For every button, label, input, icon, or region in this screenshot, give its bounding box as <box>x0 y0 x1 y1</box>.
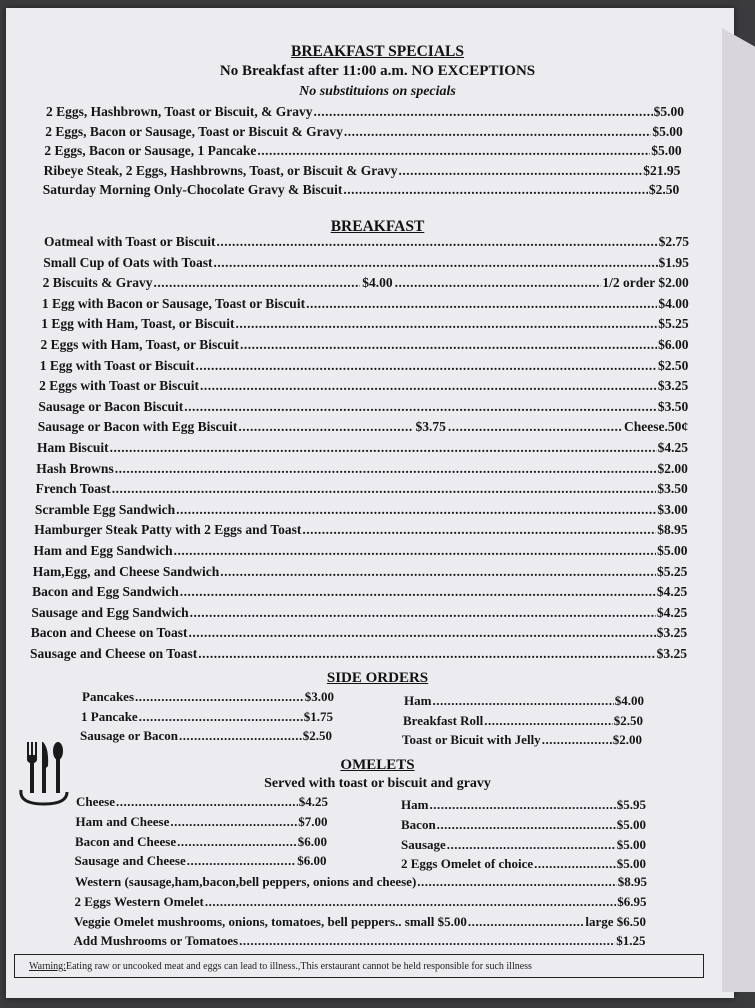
omelet-item <box>75 894 647 910</box>
dot-leader <box>190 605 656 621</box>
dot-leader <box>179 728 302 744</box>
omelet-item <box>75 834 327 850</box>
item-price: $6.00 <box>658 337 689 352</box>
item-price: $3.50 <box>657 481 688 497</box>
dot-leader <box>344 124 652 140</box>
dot-leader <box>314 104 653 120</box>
omelet-item <box>75 874 647 890</box>
omelets-title: OMELETS <box>340 757 415 773</box>
item-name: Ham and Cheese <box>75 813 170 829</box>
item-name: 2 Eggs, Bacon or Sausage, Toast or Biscuit & Gravy <box>45 123 343 139</box>
item-price: $21.95 <box>643 162 681 178</box>
item-name: Cheese <box>76 794 115 809</box>
item-price: $3.25 <box>656 625 688 641</box>
dot-leader <box>174 543 656 559</box>
item-name: Ham and Egg Sandwich <box>33 543 173 558</box>
item-price: $5.95 <box>616 797 646 812</box>
dot-leader <box>200 378 657 394</box>
item-price: $1.25 <box>616 933 646 949</box>
item-price: $5.00 <box>616 856 646 872</box>
item-name: Sausage or Bacon Biscuit <box>38 398 184 414</box>
item-price: $5.25 <box>657 563 688 579</box>
item-name: 2 Eggs, Bacon or Sausage, 1 Pancake <box>44 143 257 159</box>
side-item <box>403 713 643 729</box>
item-price: $5.25 <box>658 316 689 332</box>
dot-leader <box>395 275 602 291</box>
item-name: Veggie Omelet mushrooms, onions, tomatoes, bell peppers.. small $5.00 <box>74 913 467 929</box>
breakfast-title: BREAKFAST <box>330 218 425 235</box>
side-item <box>81 709 333 725</box>
breakfast-item <box>37 440 688 456</box>
warning-box <box>14 954 704 978</box>
item-price: $5.00 <box>616 816 646 832</box>
breakfast-item <box>40 358 689 374</box>
item-name: Pancakes <box>82 689 134 704</box>
item-price: $3.25 <box>656 646 687 661</box>
omelet-item <box>401 817 646 833</box>
omelet-item <box>76 794 328 810</box>
item-name: Ham <box>401 797 429 812</box>
breakfast-item <box>32 584 687 600</box>
breakfast-item <box>36 461 688 477</box>
item-price: $5.00 <box>657 543 688 558</box>
breakfast-item <box>39 378 688 394</box>
dot-leader <box>437 817 616 833</box>
item-name: 2 Eggs Western Omelet <box>74 893 204 909</box>
breakfast-item <box>34 543 688 559</box>
dot-leader <box>235 316 657 332</box>
omelet-item <box>76 814 328 830</box>
breakfast-item <box>38 399 688 415</box>
dot-leader <box>198 646 655 662</box>
item-price: $6.95 <box>617 893 647 909</box>
item-price: $8.95 <box>657 522 688 538</box>
item-name: 2 Eggs, Hashbrown, Toast or Biscuit, & Gravy <box>46 104 313 119</box>
item-price: $3.25 <box>657 378 689 394</box>
special-item <box>45 124 683 140</box>
dot-leader <box>170 814 297 830</box>
dot-leader <box>432 693 613 709</box>
item-name: French Toast <box>35 481 111 497</box>
special-item <box>44 143 681 159</box>
dot-leader <box>238 419 413 435</box>
item-name: Western (sausage,ham,bacon,bell peppers, onions and cheese) <box>75 874 417 889</box>
item-name: 2 Eggs with Ham, Toast, or Biscuit <box>40 337 240 352</box>
item-name: Sausage and Egg Sandwich <box>31 604 189 620</box>
item-price: $4.00 <box>362 275 393 291</box>
breakfast-item <box>30 646 687 662</box>
special-item <box>44 163 681 179</box>
dot-leader <box>302 522 656 538</box>
breakfast-item <box>42 296 689 312</box>
item-price: $3.75 <box>415 419 446 435</box>
item-name: 1 Egg with Ham, Toast, or Biscuit <box>41 316 235 332</box>
item-price: $4.00 <box>614 693 644 708</box>
item-price: $2.00 <box>657 460 688 476</box>
breakfast-item <box>41 316 688 332</box>
dot-leader <box>448 419 623 435</box>
dot-leader <box>429 797 615 813</box>
dot-leader <box>195 358 657 374</box>
item-price: $1.75 <box>303 708 333 724</box>
item-name: Ham Biscuit <box>37 440 109 455</box>
dot-leader <box>115 461 657 477</box>
breakfast-item <box>31 625 687 641</box>
item-name: Hash Browns <box>36 460 114 476</box>
breakfast-item <box>34 522 687 538</box>
dot-leader <box>112 481 657 497</box>
dot-leader <box>205 894 616 910</box>
item-price: $2.00 <box>612 732 642 747</box>
dot-leader <box>417 874 616 890</box>
item-name: Scramble Egg Sandwich <box>34 501 176 517</box>
dot-leader <box>177 834 297 850</box>
dot-leader <box>257 143 650 159</box>
breakfast-item <box>38 419 688 435</box>
dot-leader <box>343 182 647 198</box>
dot-leader <box>399 163 643 179</box>
item-price: $4.25 <box>656 604 688 620</box>
warning-label: Warning: <box>29 961 66 972</box>
omelet-item <box>74 914 646 930</box>
dot-leader <box>213 255 657 271</box>
dot-leader <box>220 564 656 580</box>
breakfast-item <box>44 234 689 250</box>
item-name: 2 Biscuits & Gravy <box>42 275 153 291</box>
item-price: $7.00 <box>298 813 328 829</box>
dot-leader <box>110 440 657 456</box>
item-name: Add Mushrooms or Tomatoes <box>73 933 239 949</box>
item-name: Bacon and Egg Sandwich <box>32 584 179 600</box>
fork-knife-spoon-plate-icon <box>18 738 70 810</box>
side-item <box>404 693 644 709</box>
item-name: Sausage or Bacon with Egg Biscuit <box>37 419 238 435</box>
item-name: Breakfast Roll <box>403 712 484 728</box>
specials-subtitle: No Breakfast after 11:00 a.m. NO EXCEPTIONS <box>219 63 536 79</box>
item-name: Bacon <box>401 816 436 832</box>
specials-note: No substituions on specials <box>299 84 456 99</box>
item-price: $4.25 <box>298 794 328 809</box>
side-item <box>402 732 642 748</box>
dot-leader <box>484 713 612 729</box>
item-name: Oatmeal with Toast or Biscuit <box>44 234 216 249</box>
breakfast-item <box>33 564 688 580</box>
item-name: Small Cup of Oats with Toast <box>43 254 213 270</box>
item-price: $3.50 <box>657 398 689 414</box>
item-name: Sausage <box>401 836 446 852</box>
side-item <box>80 728 332 744</box>
item-price: $5.00 <box>653 104 684 119</box>
item-name: 1 Egg with Bacon or Sausage, Toast or Biscuit <box>41 295 306 311</box>
omelet-item <box>401 856 646 872</box>
dot-leader <box>184 399 657 415</box>
dot-leader <box>187 853 297 869</box>
item-name: Sausage or Bacon <box>80 728 178 743</box>
item-name: Sausage and Cheese <box>74 853 186 869</box>
dot-leader <box>217 234 658 250</box>
dot-leader <box>153 275 360 291</box>
breakfast-item <box>41 337 689 353</box>
breakfast-item <box>36 481 688 497</box>
omelet-item <box>74 933 646 949</box>
breakfast-item <box>43 275 689 291</box>
dot-leader <box>176 502 656 518</box>
item-price: $4.00 <box>658 295 689 311</box>
omelets-subtitle: Served with toast or biscuit and gravy <box>264 776 491 791</box>
omelet-item <box>401 797 646 813</box>
dot-leader <box>534 856 616 872</box>
item-name: Bacon and Cheese <box>75 833 177 849</box>
breakfast-item <box>35 502 688 518</box>
item-price: 1/2 order $2.00 <box>602 275 689 291</box>
dot-leader <box>239 933 615 949</box>
item-price: $5.00 <box>616 836 646 852</box>
dot-leader <box>240 337 657 353</box>
item-price: $3.00 <box>304 689 334 704</box>
omelet-item <box>75 853 327 869</box>
item-price: $3.00 <box>657 501 688 517</box>
dot-leader <box>180 584 656 600</box>
item-price: $6.00 <box>297 853 327 869</box>
dot-leader <box>116 794 298 810</box>
dot-leader <box>468 914 584 930</box>
breakfast-item <box>31 605 687 621</box>
item-name: 1 Egg with Toast or Biscuit <box>39 357 195 373</box>
breakfast-item <box>43 255 689 271</box>
item-price: $5.00 <box>652 123 683 139</box>
item-price: $5.00 <box>651 143 682 159</box>
item-price: $2.75 <box>658 234 689 249</box>
item-name: Sausage and Cheese on Toast <box>30 646 198 661</box>
item-name: Ham,Egg, and Cheese Sandwich <box>32 563 220 579</box>
item-name: Saturday Morning Only-Chocolate Gravy & Biscuit <box>42 182 343 198</box>
item-price: $2.50 <box>302 728 332 743</box>
item-price: $1.95 <box>658 254 689 270</box>
warning-text: Eating raw or uncooked meat and eggs can lead to illness.,This erstaurant cannot be held responsible for such illness <box>65 961 532 972</box>
item-price: $8.95 <box>617 874 647 889</box>
item-name: 1 Pancake <box>81 708 138 724</box>
item-price: $2.50 <box>648 182 680 198</box>
item-price: $2.50 <box>658 357 689 373</box>
item-name: 2 Eggs with Toast or Biscuit <box>39 378 200 394</box>
item-name: Hamburger Steak Patty with 2 Eggs and Toast <box>34 522 302 538</box>
item-name: Toast or Bicuit with Jelly <box>402 732 541 747</box>
dot-leader <box>139 709 303 725</box>
special-item <box>46 104 684 120</box>
dot-leader <box>135 689 304 705</box>
item-price: Cheese.50¢ <box>623 419 689 435</box>
omelet-item <box>401 837 646 853</box>
page-edge <box>722 28 755 992</box>
item-name: 2 Eggs Omelet of choice <box>401 856 534 872</box>
dot-leader <box>542 732 612 748</box>
side-orders-title: SIDE ORDERS <box>326 670 429 686</box>
item-price: $2.50 <box>613 712 643 728</box>
special-item <box>43 182 679 198</box>
item-price: $4.25 <box>657 440 688 455</box>
item-price: $6.00 <box>297 833 327 849</box>
item-name: Ham <box>404 693 432 708</box>
dot-leader <box>447 837 616 853</box>
item-price: large $6.50 <box>585 913 646 929</box>
side-item <box>82 689 334 705</box>
specials-title: BREAKFAST SPECIALS <box>291 43 464 60</box>
dot-leader <box>306 296 657 312</box>
dot-leader <box>188 625 655 641</box>
item-price: $4.25 <box>656 584 688 600</box>
item-name: Bacon and Cheese on Toast <box>30 625 188 641</box>
item-name: Ribeye Steak, 2 Eggs, Hashbrowns, Toast, or Biscuit & Gravy <box>43 162 398 178</box>
